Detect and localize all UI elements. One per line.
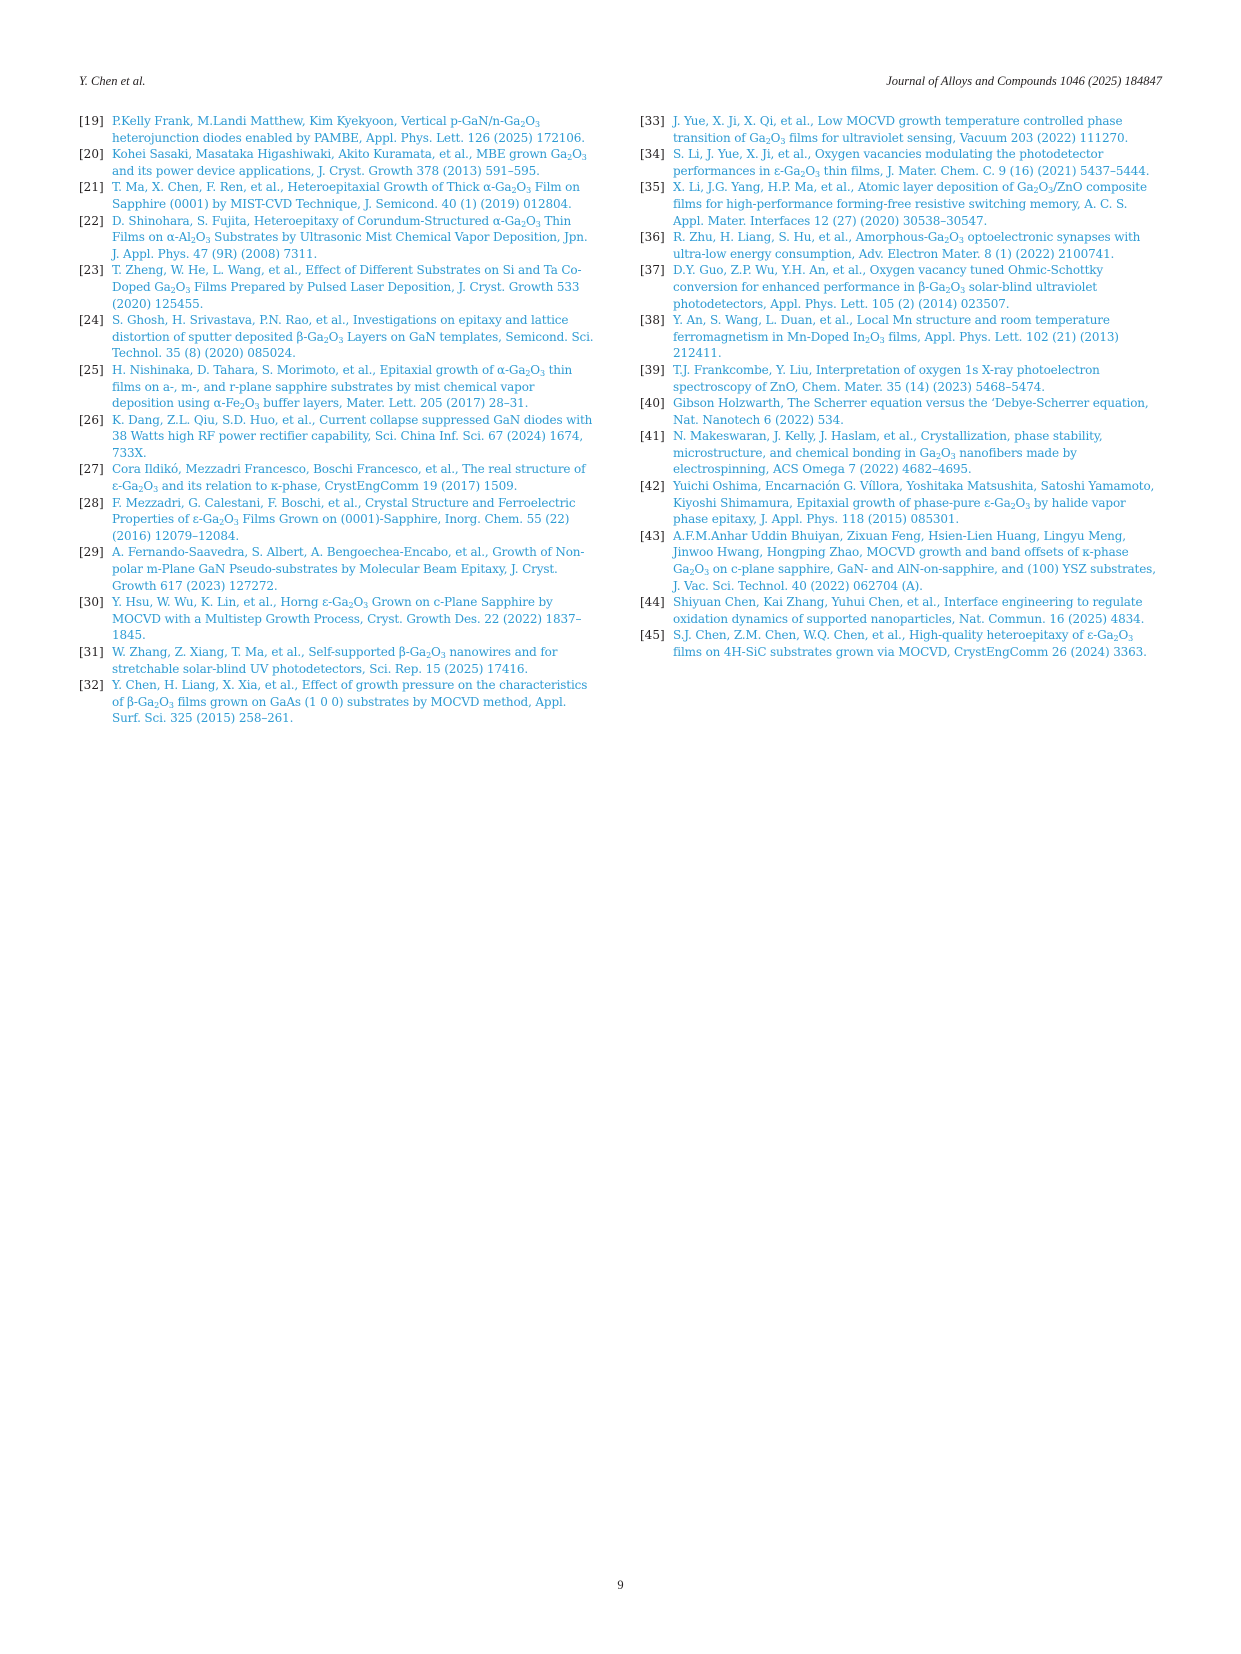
- reference-item: [640, 312, 1158, 362]
- reference-item: [79, 544, 597, 594]
- reference-number: [43]: [640, 528, 665, 543]
- reference-number: [21]: [79, 180, 104, 195]
- reference-number: [28]: [79, 495, 104, 510]
- reference-number: [31]: [79, 645, 104, 659]
- reference-item: [640, 113, 1158, 146]
- reference-link[interactable]: D.Y. Guo, Z.P. Wu, Y.H. An, et al., Oxygen vacancy tuned Ohmic-Schottky conversion for enhanced performance in $\beta-Ga_2O_3$ solar-blind ultraviolet photodetectors, Appl. Phys. Lett. 105 (2) (2014) 023507.: [673, 263, 1104, 311]
- reference-item: [79, 213, 597, 263]
- reference-item: [79, 461, 597, 494]
- reference-item: [640, 179, 1158, 229]
- reference-link[interactable]: Yuichi Oshima, Encarnación G. Víllora, Yoshitaka Matsushita, Satoshi Yamamoto, Kiyoshi Shimamura, Epitaxial growth of phase-pure $\varepsilon-Ga_2O_3$ by halide vapor phase epitaxy, J. Appl. Phys. 118 (2015) 085301.: [673, 479, 1155, 527]
- reference-link[interactable]: R. Zhu, H. Liang, S. Hu, et al., Amorphous-$Ga_2O_3$ optoelectronic synapses with ultra-low energy consumption, Adv. Electron Mater. 8 (1) (2022) 2100741.: [673, 230, 1141, 261]
- reference-link[interactable]: J. Yue, X. Ji, X. Qi, et al., Low MOCVD growth temperature controlled phase transition of $Ga_2O_3$ films for ultraviolet sensing, Vacuum 203 (2022) 111270.: [673, 114, 1129, 146]
- reference-link[interactable]: A. Fernando-Saavedra, S. Albert, A. Bengoechea-Encabo, et al., Growth of Non-polar m-Plane GaN Pseudo-substrates by Molecular Beam Epitaxy, J. Cryst. Growth 617 (2023) 127272.: [112, 545, 585, 593]
- reference-link[interactable]: Gibson Holzwarth, The Scherrer equation versus the ‘Debye-Scherrer equation, Nat. Nanotech 6 (2022) 534.: [673, 396, 1149, 427]
- reference-link[interactable]: Y. An, S. Wang, L. Duan, et al., Local Mn structure and room temperature ferromagnetism in Mn-Doped $In_2O_3$ films, Appl. Phys. Lett. 102 (21) (2013) 212411.: [673, 313, 1119, 361]
- page-number: 9: [617, 1578, 624, 1592]
- reference-item: [79, 495, 597, 545]
- reference-link[interactable]: P.Kelly Frank, M.Landi Matthew, Kim Kyekyoon, Vertical $p-GaN/n-Ga_2O_3$ heterojunction diodes enabled by PAMBE, Appl. Phys. Lett. 126 (2025) 172106.: [112, 114, 585, 145]
- reference-link[interactable]: T. Ma, X. Chen, F. Ren, et al., Heteroepitaxial Growth of Thick $\alpha-Ga_2O_3$ Film on Sapphire (0001) by MIST-CVD Technique, J. Semicond. 40 (1) (2019) 012804.: [112, 180, 580, 211]
- references-right-column: [640, 113, 1158, 661]
- header-authors: Y. Chen et al.: [79, 74, 146, 88]
- reference-item: [79, 594, 597, 644]
- reference-number: [38]: [640, 313, 665, 328]
- reference-item: [640, 594, 1158, 627]
- reference-link[interactable]: A.F.M.Anhar Uddin Bhuiyan, Zixuan Feng, Hsien-Lien Huang, Lingyu Meng, Jinwoo Hwang, Hongping Zhao, MOCVD growth and band offsets of κ-phase $Ga_2O_3$ on c-plane sapphire, GaN- and AlN-on-sapphire, and (100) YSZ substrates, J. Vac. Sci. Technol. 40 (2022) 062704 (A).: [673, 528, 1156, 593]
- reference-item: [79, 312, 597, 362]
- reference-item: [79, 412, 597, 462]
- reference-number: [39]: [640, 362, 665, 377]
- reference-item: [640, 395, 1158, 428]
- reference-item: [79, 113, 597, 146]
- reference-item: [640, 428, 1158, 478]
- reference-item: [640, 627, 1158, 660]
- reference-number: [20]: [79, 147, 104, 162]
- reference-link[interactable]: Y. Chen, H. Liang, X. Xia, et al., Effect of growth pressure on the characteristics of $\beta-Ga_2O_3$ films grown on GaAs (1 0 0) substrates by MOCVD method, Appl. Surf. Sci. 325 (2015) 258–261.: [112, 678, 588, 726]
- reference-item: [640, 146, 1158, 179]
- header-journal: Journal of Alloys and Compounds 1046 (2025) 184847: [886, 74, 1162, 88]
- reference-number: [19]: [79, 114, 104, 128]
- reference-item: [640, 528, 1158, 594]
- reference-item: [79, 146, 597, 179]
- reference-link[interactable]: T. Zheng, W. He, L. Wang, et al., Effect of Different Substrates on Si and Ta Co-Doped $Ga_2O_3$ Films Prepared by Pulsed Laser Deposition, J. Cryst. Growth 533 (2020) 125455.: [112, 263, 582, 311]
- reference-number: [24]: [79, 313, 104, 328]
- reference-number: [44]: [640, 595, 665, 610]
- reference-number: [35]: [640, 180, 665, 195]
- reference-link[interactable]: F. Mezzadri, G. Calestani, F. Boschi, et al., Crystal Structure and Ferroelectric Properties of $\varepsilon-Ga_2O_3$ Films Grown on (0001)-Sapphire, Inorg. Chem. 55 (22) (2016) 12079–12084.: [112, 495, 576, 543]
- reference-number: [40]: [640, 396, 665, 411]
- reference-item: [640, 362, 1158, 395]
- reference-link[interactable]: D. Shinohara, S. Fujita, Heteroepitaxy of Corundum-Structured $\alpha-Ga_2O_3$ Thin Films on $\alpha-Al_2O_3$ Substrates by Ultrasonic Mist Chemical Vapor Deposition, Jpn. J. Appl. Phys. 47 (9R) (2008) 7311.: [112, 213, 588, 261]
- reference-number: [41]: [640, 429, 665, 444]
- reference-number: [27]: [79, 462, 104, 477]
- reference-number: [33]: [640, 114, 665, 128]
- reference-link[interactable]: Y. Hsu, W. Wu, K. Lin, et al., Horng $\varepsilon-Ga_2O_3$ Grown on c-Plane Sapphire by MOCVD with a Multistep Growth Process, Cryst. Growth Des. 22 (2022) 1837–1845.: [112, 595, 582, 643]
- reference-link[interactable]: S. Li, J. Yue, X. Ji, et al., Oxygen vacancies modulating the photodetector performances in $\varepsilon-Ga_2O_3$ thin films, J. Mater. Chem. C. 9 (16) (2021) 5437–5444.: [673, 147, 1150, 179]
- reference-number: [32]: [79, 678, 104, 693]
- reference-link[interactable]: H. Nishinaka, D. Tahara, S. Morimoto, et al., Epitaxial growth of $\alpha-Ga_2O_3$ thin films on a-, m-, and r-plane sapphire substrates by mist chemical vapor deposition using $\alpha-Fe_2O_3$ buffer layers, Mater. Lett. 205 (2017) 28–31.: [112, 362, 573, 412]
- reference-number: [29]: [79, 545, 104, 560]
- reference-item: [79, 362, 597, 412]
- reference-link[interactable]: S. Ghosh, H. Srivastava, P.N. Rao, et al., Investigations on epitaxy and lattice distortion of sputter deposited $\beta-Ga_2O_3$ Layers on GaN templates, Semicond. Sci. Technol. 35 (8) (2020) 085024.: [112, 313, 594, 361]
- running-header: [79, 74, 1162, 90]
- reference-link[interactable]: N. Makeswaran, J. Kelly, J. Haslam, et al., Crystallization, phase stability, microstructure, and chemical bonding in $Ga_2O_3$ nanofibers made by electrospinning, ACS Omega 7 (2022) 4682–4695.: [673, 429, 1103, 477]
- reference-number: [34]: [640, 147, 665, 162]
- reference-link[interactable]: Kohei Sasaki, Masataka Higashiwaki, Akito Kuramata, et al., MBE grown $Ga_2O_3$ and its power device applications, J. Cryst. Growth 378 (2013) 591–595.: [112, 147, 587, 178]
- reference-number: [45]: [640, 628, 665, 643]
- reference-link[interactable]: Shiyuan Chen, Kai Zhang, Yuhui Chen, et al., Interface engineering to regulate oxidation dynamics of supported nanoparticles, Nat. Commun. 16 (2025) 4834.: [673, 595, 1145, 626]
- reference-item: [79, 644, 597, 677]
- reference-number: [22]: [79, 213, 104, 228]
- reference-number: [23]: [79, 263, 104, 278]
- reference-item: [640, 262, 1158, 312]
- reference-number: [25]: [79, 362, 104, 377]
- reference-number: [37]: [640, 263, 665, 278]
- reference-item: [79, 262, 597, 312]
- reference-number: [26]: [79, 412, 104, 427]
- reference-link[interactable]: Cora Ildikó, Mezzadri Francesco, Boschi Francesco, et al., The real structure of $\varepsilon-Ga_2O_3$ and its relation to κ-phase, CrystEngComm 19 (2017) 1509.: [112, 462, 586, 495]
- reference-number: [42]: [640, 479, 665, 494]
- reference-link[interactable]: W. Zhang, Z. Xiang, T. Ma, et al., Self-supported $\beta-Ga_2O_3$ nanowires and for stretchable solar-blind UV photodetectors, Sci. Rep. 15 (2025) 17416.: [112, 645, 558, 676]
- reference-link[interactable]: K. Dang, Z.L. Qiu, S.D. Huo, et al., Current collapse suppressed GaN diodes with 38 Watts high RF power rectifier capability, Sci. China Inf. Sci. 67 (2024) 1674, 733X.: [112, 412, 593, 460]
- reference-item: [640, 229, 1158, 262]
- reference-link[interactable]: T.J. Frankcombe, Y. Liu, Interpretation of oxygen 1s X-ray photoelectron spectroscopy of ZnO, Chem. Mater. 35 (14) (2023) 5468–5474.: [673, 362, 1100, 394]
- reference-link[interactable]: S.J. Chen, Z.M. Chen, W.Q. Chen, et al., High-quality heteroepitaxy of $\varepsilon-Ga_2O_3$ films on 4H-SiC substrates grown via MOCVD, CrystEngComm 26 (2024) 3363.: [673, 628, 1147, 659]
- references-left-column: [79, 113, 597, 727]
- reference-item: [640, 478, 1158, 528]
- reference-item: [79, 677, 597, 727]
- reference-number: [36]: [640, 230, 665, 245]
- reference-number: [30]: [79, 595, 104, 610]
- reference-link[interactable]: X. Li, J.G. Yang, H.P. Ma, et al., Atomic layer deposition of $Ga_2O_3$/ZnO composite films for high-performance forming-free resistive switching memory, A. C. S. Appl. Mater. Interfaces 12 (27) (2020) 30538–30547.: [673, 180, 1147, 228]
- reference-item: [79, 179, 597, 212]
